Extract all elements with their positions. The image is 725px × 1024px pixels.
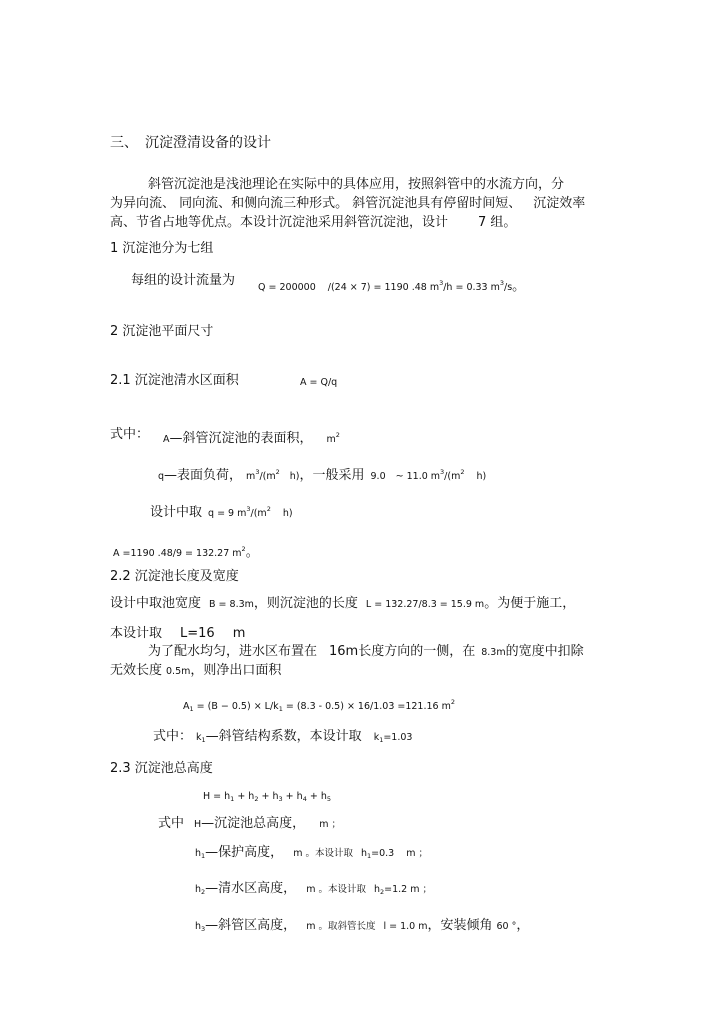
width-line: 设计中取池宽度 B = 8.3m，则沉淀池的长度 L = 132.27/8.3 = 15.9 m。为便于施工， <box>110 596 576 611</box>
where-label-1: 式中： <box>110 427 150 442</box>
area-formula: A = Q/q <box>300 377 338 388</box>
flow-rate-formula: Q = 200000 /(24 × 7) = 1190 .48 $m^3/h = 0.33$ $m^3/s$。 <box>258 279 526 294</box>
k1-definition: 式中： $k_1—$斜管结构系数，本设计取 $k_1=1.03$ <box>153 729 413 744</box>
h3-definition: $h_3—$斜管区高度， m 。取斜管长度 l = 1.0 m，安装倾角 60 °， <box>195 918 530 933</box>
section-heading: 三、 沉淀澄清设备的设计 <box>110 135 271 151</box>
intro-line-1: 斜管沉淀池是浅池理论在实际中的具体应用，按照斜管中的水流方向，分 <box>148 177 565 192</box>
def-q: q—表面负荷， $m^3/(m^2$ h)，一般采用 9.0 ~ 11.0 $m^3/(m^2$ h) <box>158 468 487 483</box>
intro-line-2: 为异向流、 同向流、和侧向流三种形式。 斜管沉淀池具有停留时间短、 沉淀效率 <box>110 196 586 211</box>
section-2-3-title: 2.3 沉淀池总高度 <box>110 761 213 776</box>
design-take: 设计中取 q = 9 $m^3/(m^2$ h) <box>150 505 293 520</box>
flow-rate-label: 每组的设计流量为 <box>131 273 236 288</box>
net-area-formula: $A_1 = (B - 0.5) \times L/k_1 = (8.3 - 0.5) \times 16/1.03 =121.16$ $m^2$ <box>183 698 455 713</box>
total-height-formula: $H = h_1 + h_2 + h_3 + h_4 + h_5$ <box>203 791 331 803</box>
h2-definition: $h_2—$清水区高度， m 。本设计取 $h_2=1.2$ m ； <box>195 881 433 896</box>
length-take-line: 本设计取 L=16 m <box>110 626 246 641</box>
H-definition: 式中 H—沉淀池总高度， m ； <box>158 816 341 831</box>
inlet-line: 为了配水均匀，进水区布置在 16m长度方向的一侧，在 8.3m的宽度中扣除 <box>148 644 584 659</box>
intro-line-3: 高、节省占地等优点。本设计沉淀池采用斜管沉淀池，设计 7 组。 <box>110 215 517 230</box>
section-2-2-title: 2.2 沉淀池长度及宽度 <box>110 569 239 584</box>
area-calc: A =1190 .48/9 = 132.27 $m^2$。 <box>113 545 259 560</box>
h1-definition: $h_1—$保护高度， m 。本设计取 $h_1=0.3$ m ； <box>195 845 428 860</box>
section-2-1-title: 2.1 沉淀池清水区面积 <box>110 373 239 388</box>
section-2-title: 2 沉淀池平面尺寸 <box>110 324 214 339</box>
def-A: A—斜管沉淀池的表面积， $m^2$ <box>163 431 340 446</box>
ineffective-line: 无效长度 0.5m，则净出口面积 <box>110 663 282 678</box>
section-1-title: 1 沉淀池分为七组 <box>110 241 214 256</box>
